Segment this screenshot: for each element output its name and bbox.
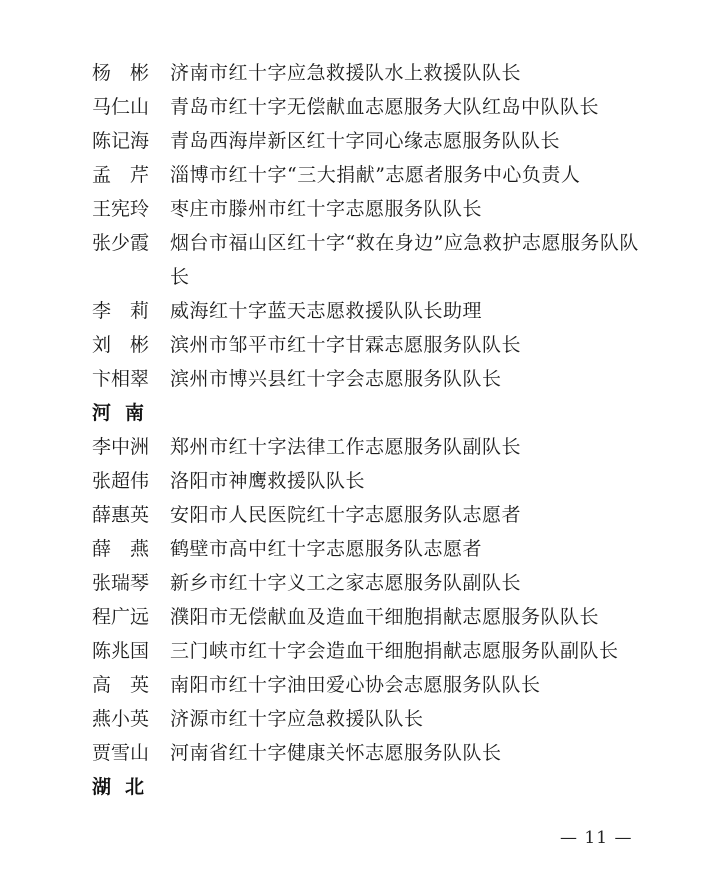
person-role: 安阳市人民医院红十字志愿服务队志愿者 xyxy=(170,504,522,526)
list-item xyxy=(92,634,652,668)
person-name: 孟 芹 xyxy=(92,164,150,186)
person-name: 杨 彬 xyxy=(92,62,150,84)
section-heading-hubei: 湖北 xyxy=(92,776,159,798)
list-item xyxy=(92,328,652,362)
list-item xyxy=(92,668,652,702)
list-item xyxy=(92,430,652,464)
list-item xyxy=(92,90,652,124)
list-item xyxy=(92,192,652,226)
person-role: 河南省红十字健康关怀志愿服务队队长 xyxy=(170,742,502,764)
list-item xyxy=(92,566,652,600)
list-item xyxy=(92,464,652,498)
person-role: 烟台市福山区红十字“救在身边”应急救护志愿服务队队长 xyxy=(170,232,639,288)
list-item xyxy=(92,124,652,158)
list-item xyxy=(92,56,652,90)
person-role: 济源市红十字应急救援队队长 xyxy=(170,708,424,730)
name-list xyxy=(92,56,652,804)
person-role: 三门峡市红十字会造血干细胞捐献志愿服务队副队长 xyxy=(170,640,619,662)
list-item xyxy=(92,294,652,328)
person-role: 新乡市红十字义工之家志愿服务队副队长 xyxy=(170,572,522,594)
list-item xyxy=(92,532,652,566)
person-name: 程广远 xyxy=(92,606,150,628)
person-role: 洛阳市神鹰救援队队长 xyxy=(170,470,366,492)
person-role: 濮阳市无偿献血及造血干细胞捐献志愿服务队队长 xyxy=(170,606,600,628)
person-role: 淄博市红十字“三大捐献”志愿者服务中心负责人 xyxy=(170,164,581,186)
person-name: 陈记海 xyxy=(92,130,150,152)
person-name: 薛惠英 xyxy=(92,504,150,526)
person-name: 张瑞琴 xyxy=(92,572,150,594)
person-name: 李中洲 xyxy=(92,436,150,458)
person-name: 薛 燕 xyxy=(92,538,150,560)
section-heading-henan: 河南 xyxy=(92,402,159,424)
list-item xyxy=(92,736,652,770)
person-role: 滨州市博兴县红十字会志愿服务队队长 xyxy=(170,368,502,390)
person-role: 青岛西海岸新区红十字同心缘志愿服务队队长 xyxy=(170,130,561,152)
page-number: — 11 — xyxy=(560,828,633,848)
person-name: 陈兆国 xyxy=(92,640,150,662)
list-item xyxy=(92,600,652,634)
person-role: 威海红十字蓝天志愿救援队队长助理 xyxy=(170,300,483,322)
person-name: 卞相翠 xyxy=(92,368,150,390)
person-role: 枣庄市滕州市红十字志愿服务队队长 xyxy=(170,198,483,220)
person-name: 李 莉 xyxy=(92,300,150,322)
person-role: 滨州市邹平市红十字甘霖志愿服务队队长 xyxy=(170,334,522,356)
person-role: 南阳市红十字油田爱心协会志愿服务队队长 xyxy=(170,674,541,696)
person-role: 济南市红十字应急救援队水上救援队队长 xyxy=(170,62,522,84)
person-name: 高 英 xyxy=(92,674,150,696)
person-role: 鹤壁市高中红十字志愿服务队志愿者 xyxy=(170,538,483,560)
person-role: 青岛市红十字无偿献血志愿服务大队红岛中队队长 xyxy=(170,96,600,118)
person-name: 刘 彬 xyxy=(92,334,150,356)
person-role: 郑州市红十字法律工作志愿服务队副队长 xyxy=(170,436,522,458)
person-name: 张少霞 xyxy=(92,232,150,254)
list-item xyxy=(92,702,652,736)
person-name: 燕小英 xyxy=(92,708,150,730)
list-item xyxy=(92,226,652,294)
list-item xyxy=(92,158,652,192)
person-name: 王宪玲 xyxy=(92,198,150,220)
person-name: 贾雪山 xyxy=(92,742,150,764)
person-name: 马仁山 xyxy=(92,96,150,118)
list-item xyxy=(92,498,652,532)
person-name: 张超伟 xyxy=(92,470,150,492)
list-item xyxy=(92,362,652,396)
